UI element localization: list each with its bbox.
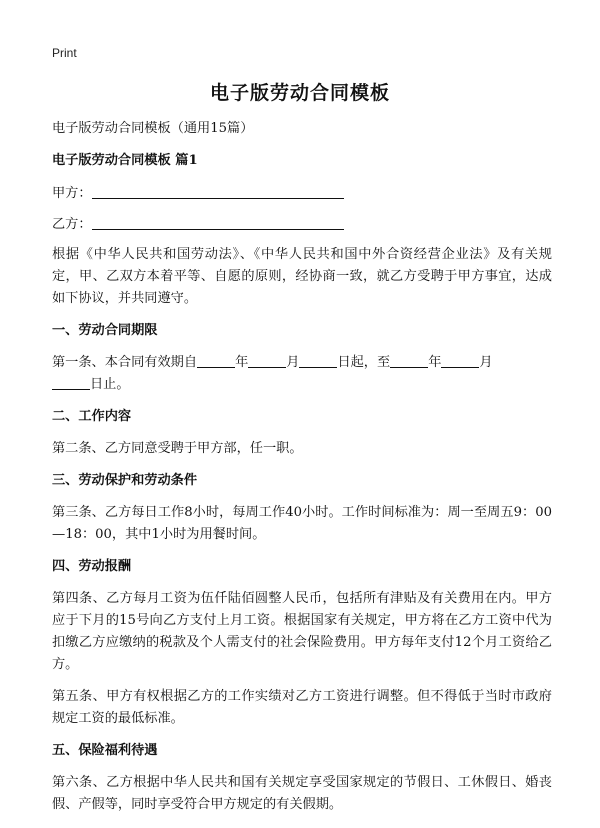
article-6: 第六条、乙方根据中华人民共和国有关规定享受国家规定的节假日、工休假日、婚丧假、产假等，同时享受符合甲方规定的有关假期。 <box>52 775 552 812</box>
part-title: 电子版劳动合同模板 篇1 <box>52 153 198 168</box>
article-4: 第四条、乙方每月工资为伍仟陆佰圆整人民币，包括所有津贴及有关费用在内。甲方应于下月的15号向乙方支付上月工资。根据国家有关规定，甲方将在乙方工资中代为扣缴乙方应缴纳的税款及个人需支付的社会保险费用。甲方每年支付12个月工资给乙方。 <box>52 591 552 672</box>
article-1 <box>52 352 552 396</box>
intro-paragraph: 根据《中华人民共和国劳动法》、《中华人民共和国中外合资经营企业法》及有关规定，甲、乙双方本着平等、自愿的原则，经协商一致，就乙方受聘于甲方事宜，达成如下协议，并共同遵守。 <box>52 247 552 306</box>
party-b-line <box>52 213 552 235</box>
article-1-month1: 月 <box>286 355 300 370</box>
article-3: 第三条、乙方每日工作8小时，每周工作40小时。工作时间标准为：周一至周五9：00—18：00，其中1小时为用餐时间。 <box>52 505 552 542</box>
article-1-day1: 日起，至 <box>337 355 391 370</box>
article-1-end: 日止。 <box>90 377 130 392</box>
print-link[interactable]: Print <box>52 46 77 60</box>
section-2-heading: 二、工作内容 <box>52 409 132 424</box>
document-subtitle: 电子版劳动合同模板（通用15篇） <box>52 121 254 136</box>
party-a-line <box>52 182 552 204</box>
section-5-heading: 五、保险福利待遇 <box>52 743 158 758</box>
section-4-heading: 四、劳动报酬 <box>52 559 132 574</box>
party-a-label: 甲方： <box>52 186 92 201</box>
start-year-blank <box>197 352 235 368</box>
start-day-blank <box>299 352 337 368</box>
party-b-blank <box>92 213 344 230</box>
document-title: 电子版劳动合同模板 <box>209 82 390 104</box>
start-month-blank <box>248 352 286 368</box>
end-month-blank <box>441 352 479 368</box>
end-year-blank <box>390 352 428 368</box>
section-1-heading: 一、劳动合同期限 <box>52 323 158 338</box>
section-3-heading: 三、劳动保护和劳动条件 <box>52 473 198 488</box>
end-day-blank <box>52 374 90 390</box>
article-1-year2: 年 <box>428 355 442 370</box>
party-a-blank <box>92 182 344 199</box>
article-1-year1: 年 <box>235 355 249 370</box>
document-body <box>52 118 552 826</box>
article-1-lead: 第一条、本合同有效期自 <box>52 355 198 370</box>
article-2: 第二条、乙方同意受聘于甲方部，任一职。 <box>52 441 303 456</box>
article-1-month2: 月 <box>479 355 493 370</box>
party-b-label: 乙方： <box>52 217 92 232</box>
article-5: 第五条、甲方有权根据乙方的工作实绩对乙方工资进行调整。但不得低于当时市政府规定工资的最低标准。 <box>52 689 552 726</box>
